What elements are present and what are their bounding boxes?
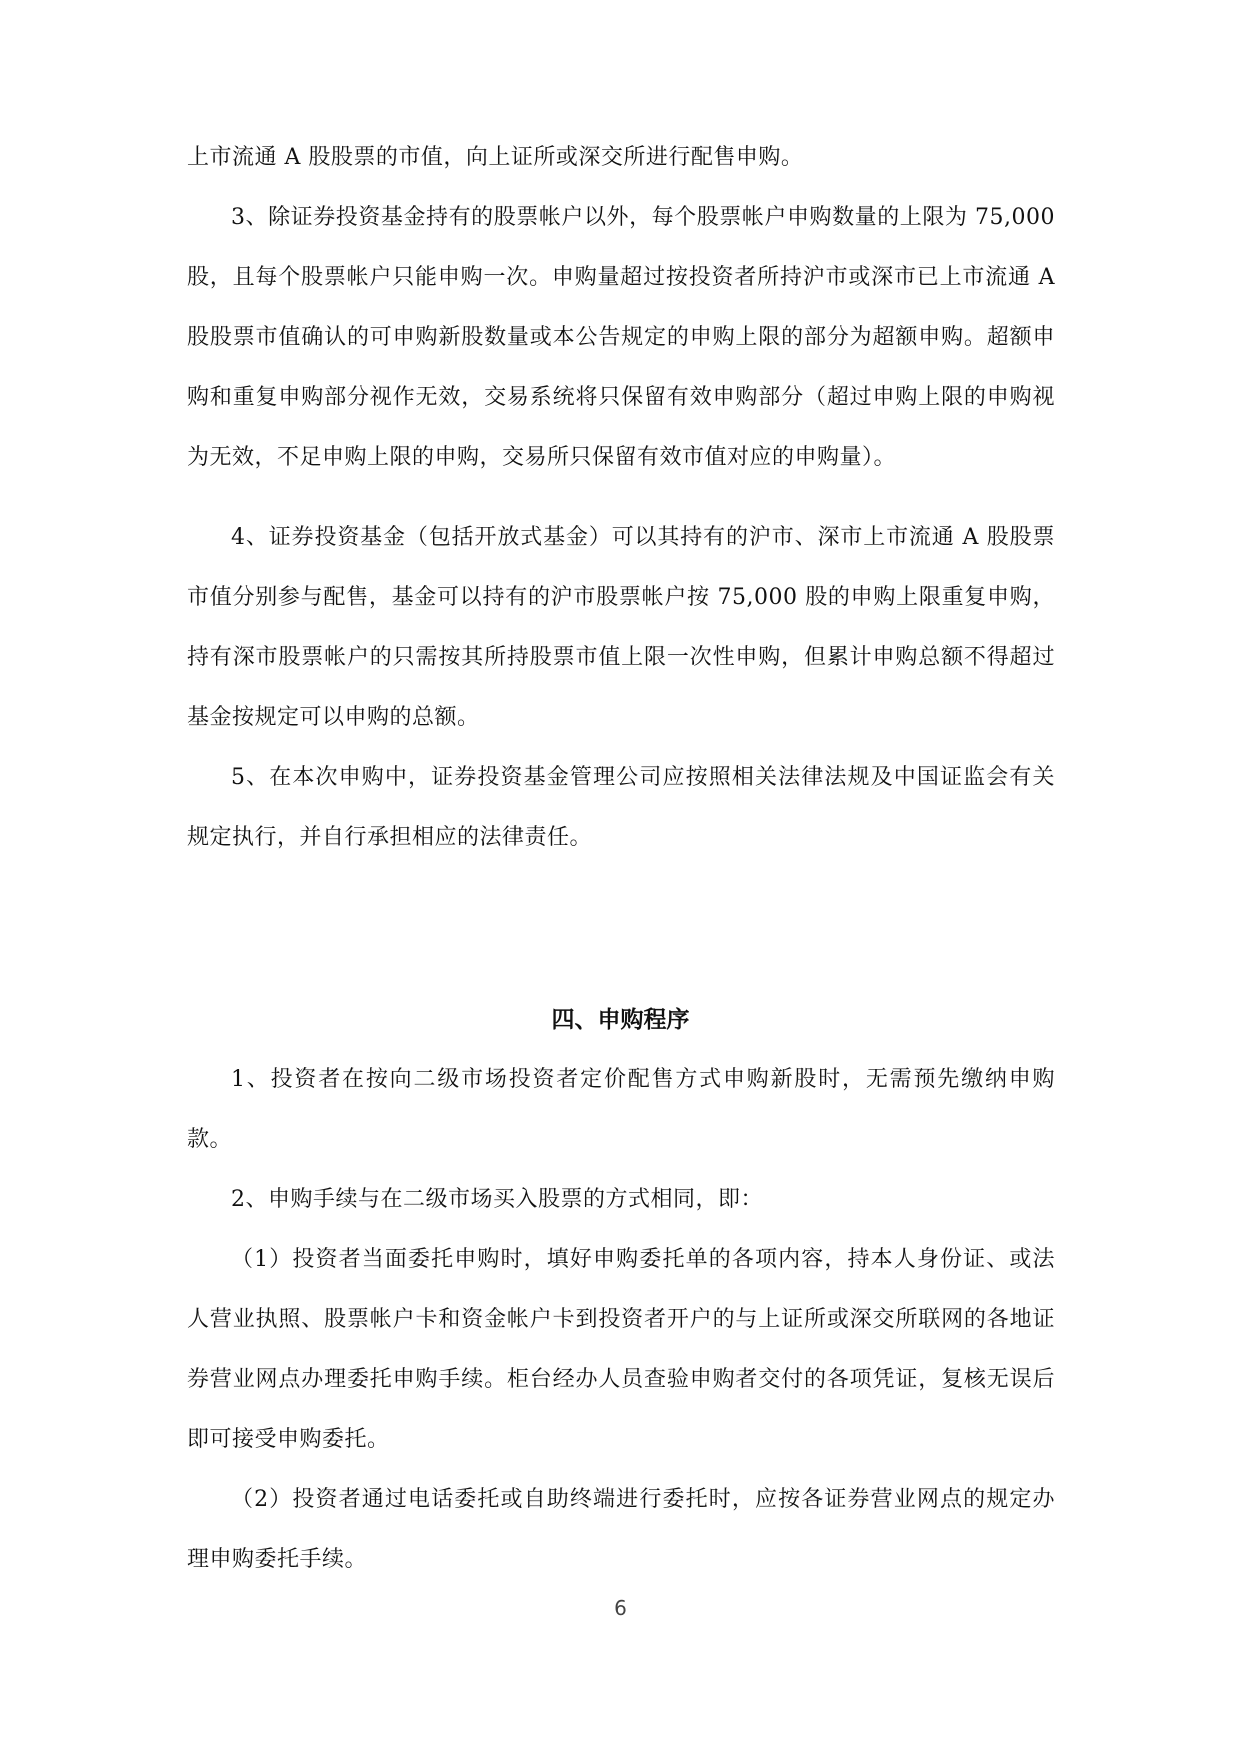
paragraph-continued: 上市流通 A 股股票的市值，向上证所或深交所进行配售申购。 [187,145,804,170]
paragraph-item-4: 4、证券投资基金（包括开放式基金）可以其持有的沪市、深市上市流通 A 股股票市值分别参与配售，基金可以持有的沪市股票帐户按 75,000 股的申购上限重复申购，持有深市股票帐户的只需按其所持股票市值上限一次性申购，但累计申购总额不得超过基金按规定可以申购的总额。 [187,525,1055,730]
paragraph-item-3: 3、除证券投资基金持有的股票帐户以外，每个股票帐户申购数量的上限为 75,000 股，且每个股票帐户只能申购一次。申购量超过按投资者所持沪市或深市已上市流通 A 股股票市值确认的可申购新股数量或本公告规定的申购上限的部分为超额申购。超额申购和重复申购部分视作无效，交易系统将只保留有效申购部分（超过申购上限的申购视为无效，不足申购上限的申购，交易所只保留有效市值对应的申购量）。 [187,205,1055,470]
paragraph-section4-item-2: 2、申购手续与在二级市场买入股票的方式相同，即： [231,1187,763,1212]
paragraph-section4-item-1: 1、投资者在按向二级市场投资者定价配售方式申购新股时，无需预先缴纳申购款。 [187,1067,1055,1152]
section-heading: 四、申购程序 [551,1007,690,1033]
paragraph-section4-subitem-2: （2）投资者通过电话委托或自助终端进行委托时，应按各证券营业网点的规定办理申购委托手续。 [187,1487,1055,1572]
page-number: 6 [614,1596,627,1620]
paragraph-item-5: 5、在本次申购中，证券投资基金管理公司应按照相关法律法规及中国证监会有关规定执行，并自行承担相应的法律责任。 [187,765,1055,850]
paragraph-section4-subitem-1: （1）投资者当面委托申购时，填好申购委托单的各项内容，持本人身份证、或法人营业执照、股票帐户卡和资金帐户卡到投资者开户的与上证所或深交所联网的各地证券营业网点办理委托申购手续。柜台经办人员查验申购者交付的各项凭证，复核无误后即可接受申购委托。 [187,1247,1055,1452]
